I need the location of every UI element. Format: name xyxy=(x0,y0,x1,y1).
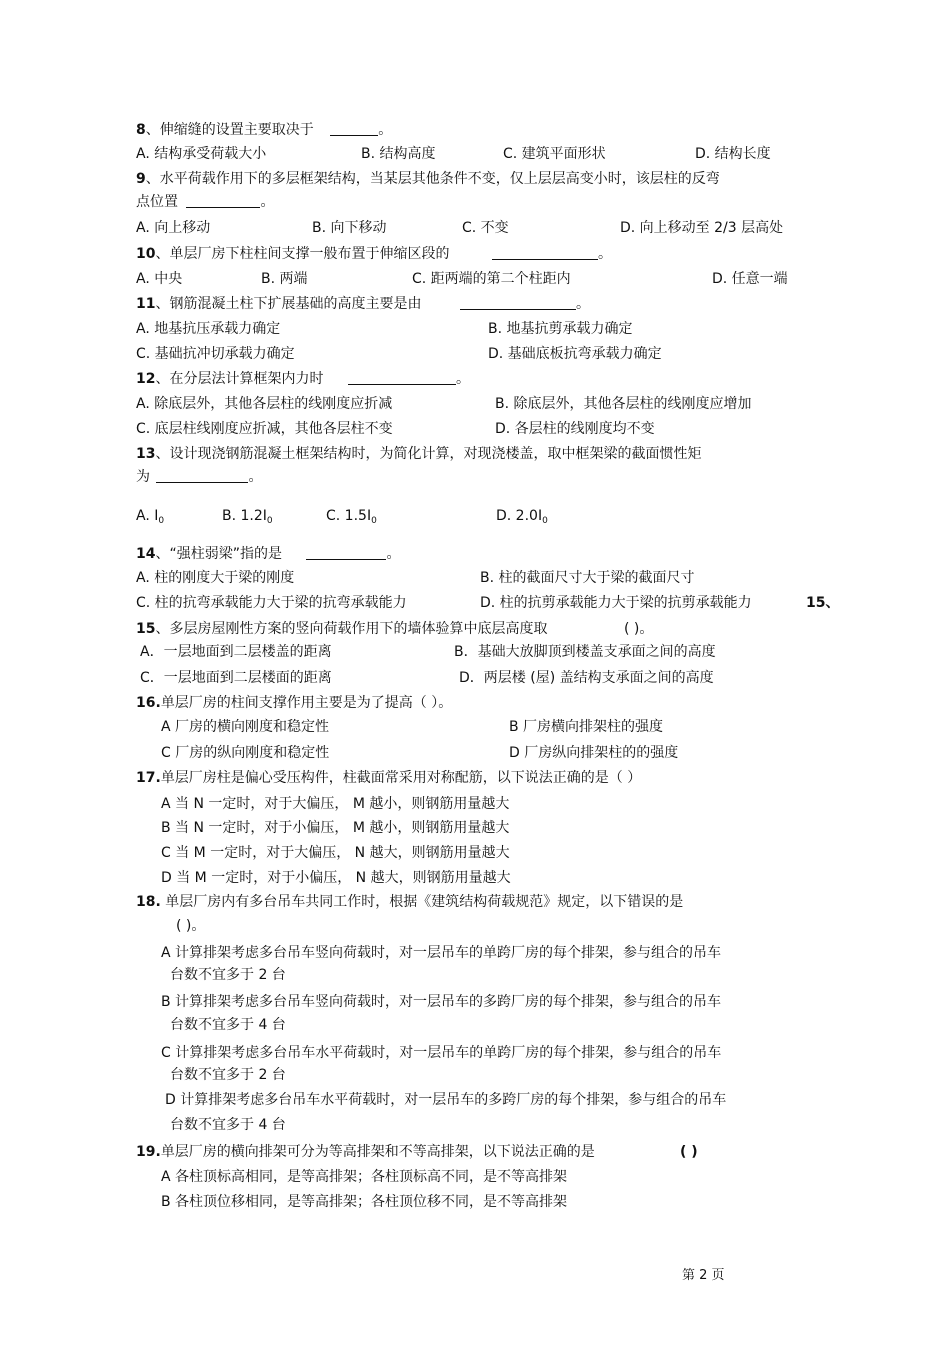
option-line-2: 台数不宜多于 4 台 xyxy=(170,1117,286,1133)
answer-blank xyxy=(306,545,386,560)
option: A. 向上移动 xyxy=(136,220,211,236)
option-label: C. 1.5I xyxy=(326,508,372,524)
option xyxy=(326,507,377,530)
option: B 厂房横向排架柱的强度 xyxy=(509,719,664,735)
answer-parentheses: ( )。 xyxy=(176,918,206,934)
page-number: 第 2 页 xyxy=(682,1268,725,1283)
option: B. 结构高度 xyxy=(361,146,436,162)
question-18-stem xyxy=(136,893,683,911)
stray-question-number: 15、 xyxy=(806,595,840,611)
option: D．两层楼 (屋) 盖结构支承面之间的高度 xyxy=(459,670,714,686)
question-end: 。 xyxy=(386,546,401,562)
question-12-stem xyxy=(136,370,470,388)
question-number: 10 xyxy=(136,246,156,262)
question-19-stem xyxy=(136,1143,595,1161)
question-text: 、钢筋混凝土柱下扩展基础的高度主要是由 xyxy=(155,296,422,312)
option: D 厂房纵向排架柱的的强度 xyxy=(509,745,679,761)
question-number: 12 xyxy=(136,371,156,387)
option-subscript: 0 xyxy=(542,516,548,526)
option: C. 基础抗冲切承载力确定 xyxy=(136,346,295,362)
option: B 各柱顶位移相同，是等高排架；各柱顶位移不同，是不等高排架 xyxy=(161,1194,568,1210)
question-text: 、设计现浇钢筋混凝土框架结构时，为简化计算，对现浇楼盖，取中框架梁的截面惯性矩 xyxy=(155,446,702,462)
option: C．一层地面到二层楼面的距离 xyxy=(140,670,332,686)
question-end: 。 xyxy=(378,122,393,138)
option: B. 除底层外，其他各层柱的线刚度应增加 xyxy=(495,396,752,412)
option: D. 向上移动至 2/3 层高处 xyxy=(620,220,784,236)
answer-blank xyxy=(492,245,598,260)
question-number: 11 xyxy=(136,296,156,312)
option: C. 距两端的第二个柱距内 xyxy=(412,271,571,287)
question-13-stem-cont xyxy=(136,468,262,486)
option: C 当 M 一定时，对于大偏压， N 越大，则钢筋用量越大 xyxy=(161,845,510,861)
question-8-stem xyxy=(136,121,392,139)
option: A. 中央 xyxy=(136,271,183,287)
option: D. 柱的抗剪承载能力大于梁的抗剪承载能力 xyxy=(480,595,752,611)
question-end: 。 xyxy=(455,371,470,387)
option: D. 结构长度 xyxy=(695,146,771,162)
option: A. 除底层外，其他各层柱的线刚度应折减 xyxy=(136,396,393,412)
option-line-1: A 计算排架考虑多台吊车竖向荷载时，对一层吊车的单跨厂房的每个排架，参与组合的吊车 xyxy=(161,945,722,961)
question-text: 单层厂房内有多台吊车共同工作时，根据《建筑结构荷载规范》规定，以下错误的是 xyxy=(160,894,684,910)
question-number: 9 xyxy=(136,171,146,187)
answer-blank xyxy=(460,295,576,310)
question-text: 、水平荷载作用下的多层框架结构，当某层其他条件不变，仅上层层高变小时，该层柱的反弯 xyxy=(145,171,720,187)
question-17-stem xyxy=(136,769,641,787)
question-text: 点位置 xyxy=(136,194,178,210)
option: A 各柱顶标高相同，是等高排架；各柱顶标高不同，是不等高排架 xyxy=(161,1169,568,1185)
option-line-1: C 计算排架考虑多台吊车水平荷载时，对一层吊车的单跨厂房的每个排架，参与组合的吊车 xyxy=(161,1045,722,1061)
question-number: 19. xyxy=(136,1144,161,1160)
answer-blank xyxy=(330,121,378,136)
option: A．一层地面到二层楼盖的距离 xyxy=(140,644,332,660)
option: B 当 N 一定时，对于小偏压， M 越小，则钢筋用量越大 xyxy=(161,820,510,836)
option: A. 结构承受荷载大小 xyxy=(136,146,267,162)
option-label: B. 1.2I xyxy=(222,508,267,524)
question-text: 、单层厂房下柱柱间支撑一般布置于伸缩区段的 xyxy=(155,246,450,262)
option xyxy=(222,507,273,530)
question-number: 16. xyxy=(136,695,161,711)
question-16-stem xyxy=(136,694,452,712)
option-line-2: 台数不宜多于 2 台 xyxy=(170,967,286,983)
question-text: 单层厂房柱是偏心受压构件，柱截面常采用对称配筋，以下说法正确的是（ ） xyxy=(160,770,642,786)
question-text: 、在分层法计算框架内力时 xyxy=(155,371,324,387)
option: D. 基础底板抗弯承载力确定 xyxy=(488,346,662,362)
question-number: 15 xyxy=(136,621,156,637)
option: B. 地基抗剪承载力确定 xyxy=(488,321,633,337)
option xyxy=(496,507,548,530)
option: B. 向下移动 xyxy=(312,220,387,236)
option: A. 柱的刚度大于梁的刚度 xyxy=(136,570,295,586)
option-line-2: 台数不宜多于 4 台 xyxy=(170,1017,286,1033)
option-subscript: 0 xyxy=(371,516,377,526)
option: A 当 N 一定时，对于大偏压， M 越小，则钢筋用量越大 xyxy=(161,796,510,812)
option: C. 建筑平面形状 xyxy=(503,146,606,162)
question-number: 17. xyxy=(136,770,161,786)
question-text: 、多层房屋刚性方案的竖向荷载作用下的墙体验算中底层高度取 xyxy=(155,621,548,637)
answer-blank xyxy=(156,468,248,483)
question-number: 13 xyxy=(136,446,156,462)
option-line-1: D 计算排架考虑多台吊车水平荷载时，对一层吊车的多跨厂房的每个排架，参与组合的吊车 xyxy=(165,1092,727,1108)
option: C. 不变 xyxy=(462,220,509,236)
option-subscript: 0 xyxy=(266,516,273,526)
question-number: 18. xyxy=(136,894,161,910)
option: A. 地基抗压承载力确定 xyxy=(136,321,281,337)
question-end: 。 xyxy=(575,296,590,312)
question-14-stem xyxy=(136,545,400,563)
question-9-stem-cont xyxy=(136,193,274,211)
question-end: 。 xyxy=(597,246,612,262)
option-label: A. I xyxy=(136,508,159,524)
option-label: D. 2.0I xyxy=(496,508,543,524)
option: C. 柱的抗弯承载能力大于梁的抗弯承载能力 xyxy=(136,595,407,611)
option: D. 任意一端 xyxy=(712,271,788,287)
answer-blank xyxy=(186,193,260,208)
option-line-2: 台数不宜多于 2 台 xyxy=(170,1067,286,1083)
option-line-1: B 计算排架考虑多台吊车竖向荷载时，对一层吊车的多跨厂房的每个排架，参与组合的吊车 xyxy=(161,994,722,1010)
answer-parentheses: ( ) xyxy=(680,1144,698,1160)
answer-blank xyxy=(348,370,456,385)
option: C. 底层柱线刚度应折减，其他各层柱不变 xyxy=(136,421,393,437)
option: B. 柱的截面尺寸大于梁的截面尺寸 xyxy=(480,570,695,586)
option: B．基础大放脚顶到楼盖支承面之间的高度 xyxy=(454,644,716,660)
question-end: 。 xyxy=(260,194,275,210)
question-13-stem xyxy=(136,445,701,463)
answer-parentheses: ( )。 xyxy=(624,621,654,637)
question-text: 单层厂房的柱间支撑作用主要是为了提高（ ）。 xyxy=(160,695,453,711)
question-text: 、“强柱弱梁”指的是 xyxy=(155,546,282,562)
question-9-stem xyxy=(136,170,720,188)
option xyxy=(136,507,164,530)
option: A 厂房的横向刚度和稳定性 xyxy=(161,719,330,735)
question-end: 。 xyxy=(248,469,263,485)
option: C 厂房的纵向刚度和稳定性 xyxy=(161,745,330,761)
question-10-stem xyxy=(136,245,612,263)
option: B. 两端 xyxy=(261,271,308,287)
question-text: 单层厂房的横向排架可分为等高排架和不等高排架，以下说法正确的是 xyxy=(160,1144,595,1160)
question-15-stem xyxy=(136,620,547,638)
question-number: 8 xyxy=(136,122,146,138)
option: D 当 M 一定时，对于小偏压， N 越大，则钢筋用量越大 xyxy=(161,870,511,886)
option-subscript: 0 xyxy=(158,516,165,526)
question-text: 、伸缩缝的设置主要取决于 xyxy=(145,122,314,138)
question-11-stem xyxy=(136,295,590,313)
option: D. 各层柱的线刚度均不变 xyxy=(495,421,655,437)
question-text: 为 xyxy=(136,469,150,485)
question-number: 14 xyxy=(136,546,156,562)
